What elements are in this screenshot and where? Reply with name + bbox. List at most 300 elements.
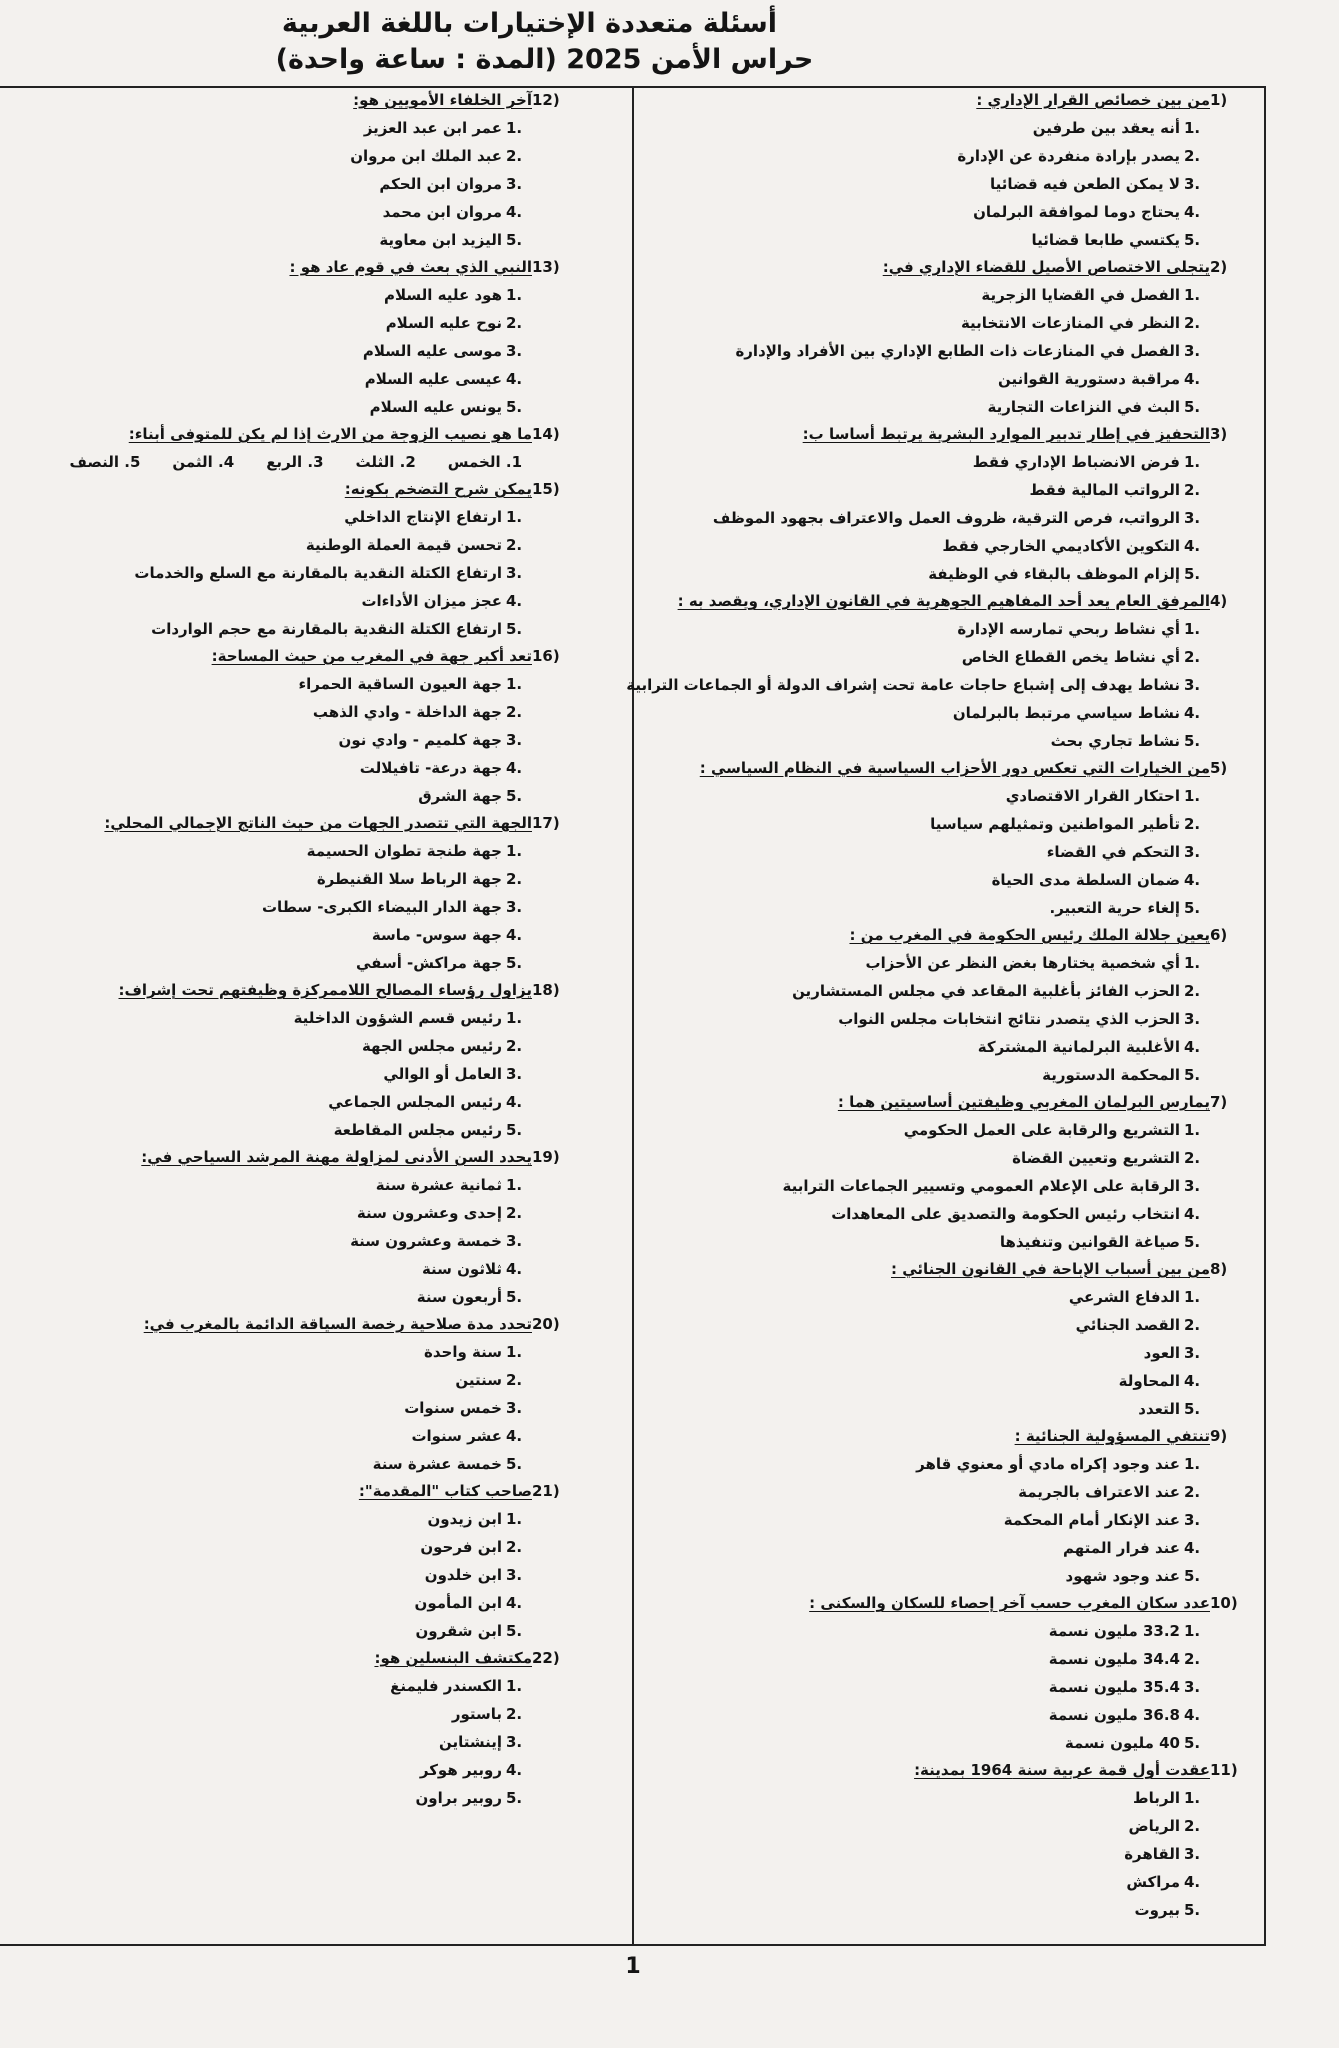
option-text: 33.2 مليون نسمة	[1048, 1622, 1180, 1640]
question-number: 11)	[1210, 1761, 1238, 1779]
question-header	[6, 1645, 566, 1672]
option-number: 1.	[506, 1343, 523, 1361]
question-text: الجهة التي تتصدر الجهات من حيث الناتج الإجمالي المحلي:	[104, 814, 532, 832]
question-block	[6, 810, 566, 977]
option-text: مراكش	[1126, 1873, 1180, 1891]
option-number: 1.	[1184, 1455, 1201, 1473]
option-number: 2.	[506, 147, 523, 165]
question-block	[638, 1256, 1244, 1423]
question-header	[6, 810, 566, 837]
question-header	[638, 87, 1244, 114]
options-list	[6, 1672, 566, 1812]
question-text: ما هو نصيب الزوجة من الارث إذا لم يكن للمتوفى أبناء:	[128, 425, 532, 443]
option-item	[638, 838, 1244, 866]
option-text: جهة درعة- تافيلالت	[359, 759, 502, 777]
option-text: 34.4 مليون نسمة	[1048, 1650, 1180, 1668]
option-text: العامل أو الوالي	[383, 1065, 502, 1083]
option-text: رئيس مجلس المقاطعة	[333, 1121, 502, 1139]
option-item	[6, 281, 566, 309]
exam-header	[0, 6, 1339, 78]
question-text: النبي الذي بعث في قوم عاد هو :	[289, 258, 532, 276]
option-text: سنتين	[455, 1371, 502, 1389]
option-number: 3.	[1184, 342, 1201, 360]
options-list	[638, 1617, 1244, 1757]
option-number: 1.	[1184, 1288, 1201, 1306]
option-item	[638, 1617, 1244, 1645]
options-list	[6, 503, 566, 643]
question-text: مكتشف البنسلين هو:	[374, 1649, 532, 1667]
question-header	[638, 922, 1244, 949]
option-item	[6, 1116, 566, 1144]
option-item	[6, 1672, 566, 1700]
option-text: مروان ابن محمد	[382, 203, 502, 221]
option-text: النظر في المنازعات الانتخابية	[960, 314, 1180, 332]
option-item	[6, 1060, 566, 1088]
option-number: 5.	[506, 1789, 523, 1807]
option-item	[6, 865, 566, 893]
option-item	[6, 1617, 566, 1645]
option-item	[638, 643, 1244, 671]
option-text: عمر ابن عبد العزيز	[363, 119, 502, 137]
option-item	[638, 727, 1244, 755]
option-text: جهة الشرق	[418, 787, 502, 805]
option-text: ارتفاع الكتلة النقدية بالمقارنة مع السلع والخدمات	[134, 564, 502, 582]
option-item	[626, 671, 1244, 699]
option-text: 2. الثلث	[355, 453, 416, 471]
option-number: 1.	[506, 675, 523, 693]
options-list	[638, 1450, 1244, 1590]
option-item	[638, 1172, 1244, 1200]
question-number: 12)	[532, 91, 560, 109]
question-text: يزاول رؤساء المصالح اللاممركزة وظيفتهم تحت إشراف:	[118, 981, 532, 999]
option-number: 5.	[506, 954, 523, 972]
option-number: 3.	[1184, 1010, 1201, 1028]
option-item	[638, 1200, 1244, 1228]
option-number: 4.	[506, 1427, 523, 1445]
option-item	[6, 1700, 566, 1728]
option-number: 2.	[1184, 648, 1201, 666]
question-header	[6, 1144, 566, 1171]
option-text: 3. الربع	[266, 453, 324, 471]
option-item	[6, 170, 566, 198]
option-text: رئيس المجلس الجماعي	[328, 1093, 502, 1111]
option-number: 5.	[1184, 231, 1201, 249]
option-item	[6, 226, 566, 254]
option-item	[638, 1033, 1244, 1061]
question-text: عدد سكان المغرب حسب آخر إحصاء للسكان والسكنى :	[809, 1594, 1210, 1612]
option-number: 1.	[506, 119, 523, 137]
option-item	[638, 1339, 1244, 1367]
option-number: 2.	[506, 1037, 523, 1055]
column-divider	[632, 86, 634, 1946]
option-text: 40 مليون نسمة	[1064, 1734, 1180, 1752]
option-text: أي شخصية يختارها بغض النظر عن الأحزاب	[865, 954, 1180, 972]
question-header	[6, 643, 566, 670]
option-item	[6, 615, 566, 643]
inline-options	[6, 448, 566, 476]
option-text: أي نشاط ربحي تمارسه الإدارة	[957, 620, 1180, 638]
question-number: 16)	[532, 647, 560, 665]
option-number: 2.	[1184, 481, 1201, 499]
option-text: خمسة وعشرون سنة	[350, 1232, 502, 1250]
option-text: مراقبة دستورية القوانين	[998, 370, 1180, 388]
option-number: 3.	[1184, 1177, 1201, 1195]
options-list	[6, 1338, 566, 1478]
question-block	[6, 1645, 566, 1812]
option-number: 5.	[1184, 1400, 1201, 1418]
option-text: يكتسي طابعا قضائيا	[1031, 231, 1180, 249]
option-item	[638, 393, 1244, 421]
question-text: من بين أسباب الإباحة في القانون الجنائي :	[891, 1260, 1210, 1278]
option-number: 1.	[506, 1677, 523, 1695]
option-item	[638, 1645, 1244, 1673]
option-item	[638, 1144, 1244, 1172]
option-text: يحتاج دوما لموافقة البرلمان	[973, 203, 1180, 221]
option-number: 5.	[1184, 1233, 1201, 1251]
question-number: 6)	[1210, 926, 1228, 944]
option-number: 4.	[1184, 1873, 1201, 1891]
left-column	[6, 87, 582, 1937]
question-text: تعد أكبر جهة في المغرب من حيث المساحة:	[211, 647, 532, 665]
option-item	[6, 949, 566, 977]
option-item	[6, 1088, 566, 1116]
option-text: جهة الرباط سلا القنيطرة	[316, 870, 502, 888]
option-number: 3.	[1184, 175, 1201, 193]
option-number: 5.	[1184, 398, 1201, 416]
option-number: 5.	[1184, 565, 1201, 583]
option-item	[6, 1589, 566, 1617]
question-number: 4)	[1210, 592, 1228, 610]
option-text: اليزيد ابن معاوية	[379, 231, 502, 249]
option-item	[638, 476, 1244, 504]
option-text: خمسة عشرة سنة	[372, 1455, 502, 1473]
question-number: 14)	[532, 425, 560, 443]
option-number: 2.	[1184, 815, 1201, 833]
question-number: 20)	[532, 1315, 560, 1333]
option-item	[638, 699, 1244, 727]
option-text: روبير براون	[415, 1789, 502, 1807]
options-list	[6, 281, 566, 421]
option-number: 1.	[1184, 119, 1201, 137]
option-text: أي نشاط يخص القطاع الخاص	[961, 648, 1180, 666]
option-item	[638, 365, 1244, 393]
option-number: 3.	[1184, 1845, 1201, 1863]
option-item	[6, 393, 566, 421]
option-text: الرقابة على الإعلام العمومي وتسيير الجماعات الترابية	[782, 1177, 1180, 1195]
option-item	[6, 587, 566, 615]
option-item	[638, 337, 1244, 365]
option-text: ضمان السلطة مدى الحياة	[991, 871, 1180, 889]
option-item	[6, 1422, 566, 1450]
option-text: عيسى عليه السلام	[364, 370, 502, 388]
option-item	[638, 866, 1244, 894]
option-number: 3.	[506, 1065, 523, 1083]
option-item	[6, 921, 566, 949]
question-number: 7)	[1210, 1093, 1228, 1111]
option-item	[6, 1394, 566, 1422]
option-text: الرياض	[1128, 1817, 1180, 1835]
option-item	[638, 170, 1244, 198]
option-text: أربعون سنة	[416, 1288, 502, 1306]
option-text: 5. النصف	[69, 453, 141, 471]
option-item	[6, 198, 566, 226]
option-number: 4.	[1184, 1205, 1201, 1223]
options-list	[626, 615, 1244, 755]
option-number: 4.	[1184, 704, 1201, 722]
question-block	[638, 1590, 1244, 1757]
question-number: 1)	[1210, 91, 1228, 109]
option-item	[638, 949, 1244, 977]
option-number: 4.	[506, 370, 523, 388]
question-block	[638, 755, 1244, 922]
option-text: يونس عليه السلام	[369, 398, 502, 416]
question-header	[638, 1590, 1244, 1617]
question-text: صاحب كتاب "المقدمة":	[358, 1482, 532, 1500]
options-list	[638, 281, 1244, 421]
question-header	[638, 1423, 1244, 1450]
option-text: ارتفاع الكتلة النقدية بالمقارنة مع حجم الواردات	[151, 620, 502, 638]
option-text: المحاولة	[1118, 1372, 1180, 1390]
option-number: 1.	[506, 1510, 523, 1528]
option-item	[6, 1533, 566, 1561]
option-text: احتكار القرار الاقتصادي	[1005, 787, 1180, 805]
question-header	[6, 977, 566, 1004]
option-number: 1.	[506, 1176, 523, 1194]
question-text: يمارس البرلمان المغربي وظيفتين أساسيتين هما :	[837, 1093, 1210, 1111]
option-item	[638, 1784, 1244, 1812]
option-item	[6, 782, 566, 810]
option-text: جهة الداخلة - وادي الذهب	[312, 703, 502, 721]
option-number: 3.	[1184, 1344, 1201, 1362]
option-number: 5.	[506, 1288, 523, 1306]
option-text: إحدى وعشرون سنة	[356, 1204, 502, 1222]
option-item	[6, 1561, 566, 1589]
option-item	[638, 1812, 1244, 1840]
option-text: عند الإنكار أمام المحكمة	[1003, 1511, 1180, 1529]
question-header	[638, 755, 1244, 782]
option-text: الحزب الذي يتصدر نتائج انتخابات مجلس النواب	[838, 1010, 1180, 1028]
question-number: 15)	[532, 480, 560, 498]
option-number: 2.	[506, 314, 523, 332]
option-item	[6, 1255, 566, 1283]
question-text: المرفق العام يعد أحد المفاهيم الجوهرية في القانون الإداري، ويقصد به :	[677, 592, 1210, 610]
question-header	[638, 588, 1244, 615]
option-number: 5.	[506, 1121, 523, 1139]
option-text: جهة سوس- ماسة	[371, 926, 502, 944]
option-text: 4. الثمن	[172, 453, 235, 471]
option-text: باستور	[451, 1705, 502, 1723]
options-list	[638, 114, 1244, 254]
option-number: 1.	[1184, 620, 1201, 638]
option-text: سنة واحدة	[424, 1343, 502, 1361]
option-text: جهة العيون الساقية الحمراء	[298, 675, 502, 693]
question-block	[6, 476, 566, 643]
option-text: موسى عليه السلام	[362, 342, 502, 360]
option-number: 2.	[506, 536, 523, 554]
question-number: 13)	[532, 258, 560, 276]
question-block	[6, 1478, 566, 1645]
option-number: 2.	[506, 1538, 523, 1556]
option-number: 5.	[1184, 1901, 1201, 1919]
option-item	[6, 531, 566, 559]
option-number: 2.	[1184, 1483, 1201, 1501]
option-item	[6, 559, 566, 587]
option-item	[6, 1366, 566, 1394]
question-number: 19)	[532, 1148, 560, 1166]
option-text: ابن زيدون	[427, 1510, 502, 1528]
option-item	[638, 309, 1244, 337]
option-text: الرواتب المالية فقط	[1029, 481, 1180, 499]
option-number: 1.	[1184, 453, 1201, 471]
option-text: العود	[1143, 1344, 1180, 1362]
option-item	[6, 726, 566, 754]
option-number: 1.	[1184, 954, 1201, 972]
option-number: 2.	[506, 703, 523, 721]
option-text: فرض الانضباط الإداري فقط	[972, 453, 1180, 471]
option-number: 4.	[506, 1761, 523, 1779]
option-item	[6, 1756, 566, 1784]
option-number: 2.	[1184, 314, 1201, 332]
option-number: 4.	[1184, 370, 1201, 388]
options-list	[6, 1505, 566, 1645]
option-number: 4.	[1184, 1539, 1201, 1557]
options-list	[638, 782, 1244, 922]
option-number: 4.	[506, 592, 523, 610]
option-number: 2.	[506, 1371, 523, 1389]
option-item	[638, 1395, 1244, 1423]
option-item	[6, 1199, 566, 1227]
option-number: 3.	[506, 175, 523, 193]
option-item	[6, 365, 566, 393]
option-item	[638, 1367, 1244, 1395]
question-block	[6, 1311, 566, 1478]
option-text: القصد الجنائي	[1075, 1316, 1180, 1334]
option-text: روبير هوكر	[419, 1761, 502, 1779]
option-text: رئيس مجلس الجهة	[361, 1037, 502, 1055]
option-text: التشريع وتعيين القضاة	[1012, 1149, 1180, 1167]
option-text: عند وجود شهود	[1065, 1567, 1180, 1585]
question-text: آخر الخلفاء الأمويين هو:	[353, 91, 532, 109]
option-text: عجز ميزان الأداءات	[361, 592, 502, 610]
option-number: 2.	[1184, 147, 1201, 165]
question-block	[638, 87, 1244, 254]
option-number: 1.	[506, 1009, 523, 1027]
option-text: 1. الخمس	[447, 453, 522, 471]
option-item	[6, 698, 566, 726]
question-text: تحدد مدة صلاحية رخصة السياقة الدائمة بالمغرب في:	[143, 1315, 532, 1333]
option-item	[638, 504, 1244, 532]
page-number: 1	[625, 1954, 641, 1979]
options-list	[638, 1283, 1244, 1423]
option-text: الرباط	[1133, 1789, 1180, 1807]
option-number: 4.	[1184, 871, 1201, 889]
option-number: 1.	[506, 286, 523, 304]
question-header	[638, 1256, 1244, 1283]
option-number: 3.	[506, 898, 523, 916]
option-number: 1.	[1184, 1622, 1201, 1640]
option-item	[638, 1478, 1244, 1506]
option-text: صياغة القوانين وتنفيذها	[999, 1233, 1180, 1251]
option-number: 4.	[1184, 537, 1201, 555]
option-number: 4.	[506, 1260, 523, 1278]
exam-title: أسئلة متعددة الإختيارات باللغة العربية	[281, 8, 778, 39]
option-number: 4.	[1184, 203, 1201, 221]
question-header	[6, 87, 566, 114]
option-item	[638, 1228, 1244, 1256]
question-text: من بين خصائص القرار الإداري :	[976, 91, 1210, 109]
option-number: 1.	[1184, 286, 1201, 304]
options-list	[6, 837, 566, 977]
option-number: 3.	[506, 1232, 523, 1250]
option-item	[638, 1450, 1244, 1478]
option-text: المحكمة الدستورية	[1042, 1066, 1180, 1084]
option-item	[638, 1005, 1244, 1033]
question-number: 22)	[532, 1649, 560, 1667]
option-text: إينشتاين	[438, 1733, 502, 1751]
option-item	[638, 1840, 1244, 1868]
option-item	[6, 114, 566, 142]
question-text: تنتفي المسؤولية الجنائية :	[1014, 1427, 1210, 1445]
option-text: الفصل في القضايا الزجرية	[981, 286, 1180, 304]
option-text: الرواتب، فرص الترقية، ظروف العمل والاعتراف بجهود الموظف	[712, 509, 1180, 527]
question-block	[6, 643, 566, 810]
option-item	[638, 1506, 1244, 1534]
question-block	[6, 421, 566, 476]
option-number: 3.	[506, 1399, 523, 1417]
option-text: نشاط يهدف إلى إشباع حاجات عامة تحت إشراف الدولة أو الجماعات الترابية	[626, 676, 1180, 694]
question-header	[6, 254, 566, 281]
question-block	[638, 1089, 1244, 1256]
question-text: يمكن شرح التضخم بكونه:	[344, 480, 532, 498]
option-number: 3.	[506, 564, 523, 582]
question-block	[6, 254, 566, 421]
option-number: 5.	[506, 620, 523, 638]
question-number: 2)	[1210, 258, 1228, 276]
option-text: أنه يعقد بين طرفين	[1032, 119, 1180, 137]
option-text: ابن فرحون	[420, 1538, 502, 1556]
option-item	[6, 1784, 566, 1812]
option-number: 3.	[506, 342, 523, 360]
option-number: 5.	[1184, 1066, 1201, 1084]
question-text: من الخيارات التي تعكس دور الأحزاب السياسية في النظام السياسي :	[699, 759, 1210, 777]
option-text: تأطير المواطنين وتمثيلهم سياسيا	[930, 815, 1180, 833]
option-item	[638, 1311, 1244, 1339]
option-text: ابن شقرون	[415, 1622, 502, 1640]
option-text: يصدر بإرادة منفردة عن الإدارة	[957, 147, 1180, 165]
option-number: 3.	[506, 1733, 523, 1751]
option-text: التشريع والرقابة على العمل الحكومي	[903, 1121, 1180, 1139]
option-text: ثمانية عشرة سنة	[375, 1176, 502, 1194]
option-number: 4.	[506, 926, 523, 944]
question-text: عقدت أول قمة عربية سنة 1964 بمدينة:	[914, 1761, 1210, 1779]
option-text: بيروت	[1134, 1901, 1180, 1919]
option-item	[638, 782, 1244, 810]
option-number: 2.	[506, 1204, 523, 1222]
option-text: 36.8 مليون نسمة	[1048, 1706, 1180, 1724]
option-text: نوح عليه السلام	[385, 314, 502, 332]
option-item	[6, 1283, 566, 1311]
question-number: 9)	[1210, 1427, 1228, 1445]
question-block	[638, 421, 1244, 588]
option-text: عند فرار المتهم	[1062, 1539, 1180, 1557]
option-item	[638, 448, 1244, 476]
question-header	[638, 1089, 1244, 1116]
options-list	[6, 114, 566, 254]
question-header	[638, 1757, 1244, 1784]
option-number: 2.	[1184, 1817, 1201, 1835]
option-item	[638, 226, 1244, 254]
option-text: عند الاعتراف بالجريمة	[1018, 1483, 1180, 1501]
